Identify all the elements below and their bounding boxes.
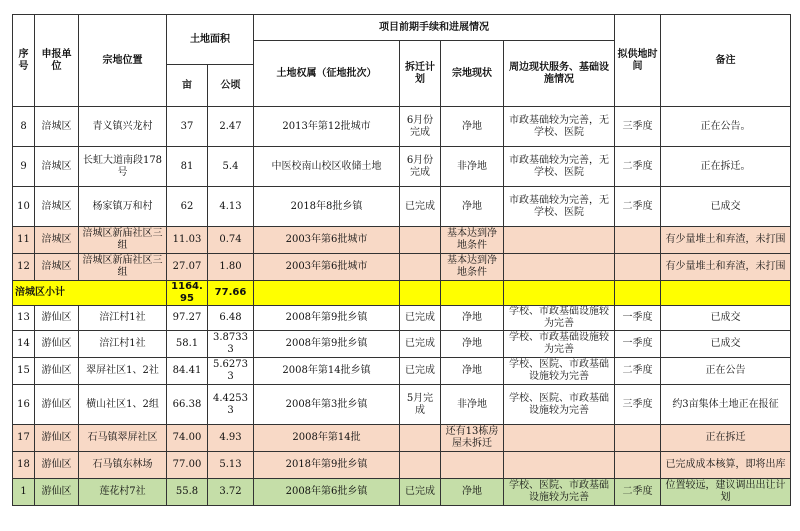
location-cell: 莲花村7社 [79, 479, 167, 506]
surrounding-cell: 学校、市政基础设施较为完善 [504, 331, 615, 358]
area-mu-cell: 81 [167, 147, 208, 187]
header-area: 土地面积 [167, 15, 254, 65]
district-cell: 游仙区 [35, 306, 79, 331]
district-cell: 游仙区 [35, 452, 79, 479]
remarks-cell: 正在公告。 [661, 107, 791, 147]
area-mu-cell: 27.07 [167, 254, 208, 281]
header-status: 宗地现状 [441, 41, 504, 107]
district-cell: 涪城区 [35, 107, 79, 147]
district-cell: 游仙区 [35, 385, 79, 425]
subtotal-row [13, 281, 791, 306]
area-mu-cell: 55.8 [167, 479, 208, 506]
area-mu-cell: 66.38 [167, 385, 208, 425]
area-ha-cell: 0.74 [208, 227, 254, 254]
empty-cell [504, 281, 615, 306]
supply-time-cell: 二季度 [615, 479, 661, 506]
ownership-cell: 2018年第9批乡镇 [254, 452, 400, 479]
table-row [13, 385, 791, 425]
seq-cell: 14 [13, 331, 35, 358]
header-demolition: 拆迁计划 [400, 41, 441, 107]
supply-time-cell: 三季度 [615, 385, 661, 425]
district-cell: 游仙区 [35, 425, 79, 452]
table-row [13, 306, 791, 331]
supply-time-cell [615, 425, 661, 452]
area-mu-cell: 77.00 [167, 452, 208, 479]
district-cell: 涪城区 [35, 254, 79, 281]
land-supply-table [12, 14, 791, 506]
status-cell: 净地 [441, 187, 504, 227]
remarks-cell: 已成交 [661, 331, 791, 358]
supply-time-cell: 二季度 [615, 147, 661, 187]
area-ha-cell: 6.48 [208, 306, 254, 331]
remarks-cell: 有少量堆土和弃渣，未打围 [661, 254, 791, 281]
seq-cell: 10 [13, 187, 35, 227]
table-body [13, 107, 791, 506]
district-cell: 游仙区 [35, 331, 79, 358]
table-row [13, 254, 791, 281]
header-area-ha: 公顷 [208, 65, 254, 107]
demolition-cell: 6月份完成 [400, 107, 441, 147]
surrounding-cell: 学校、市政基础设施较为完善 [504, 306, 615, 331]
area-ha-cell: 5.13 [208, 452, 254, 479]
location-cell: 涪江村1社 [79, 331, 167, 358]
demolition-cell: 5月完成 [400, 385, 441, 425]
ownership-cell: 2003年第6批城市 [254, 254, 400, 281]
seq-cell: 13 [13, 306, 35, 331]
surrounding-cell [504, 452, 615, 479]
table-row [13, 107, 791, 147]
header-seq: 序号 [13, 15, 35, 107]
area-mu-cell: 84.41 [167, 358, 208, 385]
ownership-cell: 2008年第14批 [254, 425, 400, 452]
area-ha-cell: 4.42533 [208, 385, 254, 425]
surrounding-cell: 学校、医院、市政基础设施较为完善 [504, 479, 615, 506]
remarks-cell: 已成交 [661, 306, 791, 331]
surrounding-cell: 市政基础较为完善，无学校、医院 [504, 107, 615, 147]
ownership-cell: 2018年8批乡镇 [254, 187, 400, 227]
area-mu-cell: 62 [167, 187, 208, 227]
area-mu-cell: 1164.95 [167, 281, 208, 306]
location-cell: 青义镇兴龙村 [79, 107, 167, 147]
demolition-cell [400, 254, 441, 281]
subtotal-label-cell: 涪城区小计 [13, 281, 167, 306]
location-cell: 涪城区新庙社区三组 [79, 254, 167, 281]
remarks-cell: 有少量堆土和弃渣，未打围 [661, 227, 791, 254]
ownership-cell: 2008年第14批乡镇 [254, 358, 400, 385]
empty-cell [615, 281, 661, 306]
location-cell: 涪城区新庙社区三组 [79, 227, 167, 254]
table-row [13, 425, 791, 452]
header-district: 申报单位 [35, 15, 79, 107]
table-row [13, 479, 791, 506]
surrounding-cell [504, 227, 615, 254]
area-mu-cell: 58.1 [167, 331, 208, 358]
surrounding-cell: 学校、医院、市政基础设施较为完善 [504, 385, 615, 425]
status-cell: 净地 [441, 306, 504, 331]
table-row [13, 227, 791, 254]
demolition-cell: 已完成 [400, 479, 441, 506]
table-row [13, 358, 791, 385]
remarks-cell: 正在公告 [661, 358, 791, 385]
seq-cell: 11 [13, 227, 35, 254]
area-ha-cell: 5.62733 [208, 358, 254, 385]
demolition-cell: 已完成 [400, 187, 441, 227]
header-location: 宗地位置 [79, 15, 167, 107]
seq-cell: 9 [13, 147, 35, 187]
district-cell: 游仙区 [35, 358, 79, 385]
supply-time-cell: 二季度 [615, 358, 661, 385]
status-cell: 净地 [441, 479, 504, 506]
surrounding-cell: 市政基础较为完善，无学校、医院 [504, 147, 615, 187]
surrounding-cell: 市政基础较为完善，无学校、医院 [504, 187, 615, 227]
ownership-cell: 2008年第3批乡镇 [254, 385, 400, 425]
location-cell: 长虹大道南段178号 [79, 147, 167, 187]
area-mu-cell: 11.03 [167, 227, 208, 254]
district-cell: 涪城区 [35, 227, 79, 254]
remarks-cell: 约3亩集体土地正在报征 [661, 385, 791, 425]
location-cell: 石马镇翠屏社区 [79, 425, 167, 452]
status-cell: 还有13栋房屋未拆迁 [441, 425, 504, 452]
demolition-cell [400, 227, 441, 254]
status-cell: 净地 [441, 107, 504, 147]
table-row [13, 331, 791, 358]
area-ha-cell: 5.4 [208, 147, 254, 187]
seq-cell: 12 [13, 254, 35, 281]
table-row [13, 147, 791, 187]
area-ha-cell: 2.47 [208, 107, 254, 147]
header-supply-time: 拟供地时间 [615, 15, 661, 107]
supply-time-cell: 二季度 [615, 187, 661, 227]
area-mu-cell: 74.00 [167, 425, 208, 452]
header-progress: 项目前期手续和进展情况 [254, 15, 615, 41]
surrounding-cell [504, 254, 615, 281]
seq-cell: 15 [13, 358, 35, 385]
district-cell: 涪城区 [35, 147, 79, 187]
demolition-cell: 已完成 [400, 358, 441, 385]
area-ha-cell: 1.80 [208, 254, 254, 281]
supply-time-cell: 三季度 [615, 107, 661, 147]
table-row [13, 187, 791, 227]
ownership-cell: 2013年第12批城市 [254, 107, 400, 147]
ownership-cell: 2003年第6批城市 [254, 227, 400, 254]
status-cell: 非净地 [441, 147, 504, 187]
status-cell: 基本达到净地条件 [441, 227, 504, 254]
district-cell: 涪城区 [35, 187, 79, 227]
seq-cell: 17 [13, 425, 35, 452]
header-ownership: 土地权属（征地批次） [254, 41, 400, 107]
area-ha-cell: 3.72 [208, 479, 254, 506]
area-mu-cell: 97.27 [167, 306, 208, 331]
header-remarks: 备注 [661, 15, 791, 107]
ownership-cell: 2008年第9批乡镇 [254, 306, 400, 331]
district-cell: 游仙区 [35, 479, 79, 506]
supply-time-cell [615, 254, 661, 281]
supply-time-cell: 一季度 [615, 306, 661, 331]
header-surrounding: 周边现状服务、基础设施情况 [504, 41, 615, 107]
table-row [13, 452, 791, 479]
remarks-cell: 已完成成本核算，即将出库 [661, 452, 791, 479]
remarks-cell: 正在拆迁。 [661, 147, 791, 187]
demolition-cell: 6月份完成 [400, 147, 441, 187]
remarks-cell: 已成交 [661, 187, 791, 227]
supply-time-cell [615, 227, 661, 254]
surrounding-cell [504, 425, 615, 452]
header-area-mu: 亩 [167, 65, 208, 107]
area-ha-cell: 4.93 [208, 425, 254, 452]
empty-cell [661, 281, 791, 306]
demolition-cell [400, 452, 441, 479]
demolition-cell [400, 425, 441, 452]
ownership-cell: 2008年第6批乡镇 [254, 479, 400, 506]
seq-cell: 16 [13, 385, 35, 425]
area-ha-cell: 77.66 [208, 281, 254, 306]
supply-time-cell: 一季度 [615, 331, 661, 358]
seq-cell: 1 [13, 479, 35, 506]
ownership-cell: 中医校南山校区收储土地 [254, 147, 400, 187]
remarks-cell: 位置较远，建议调出出让计划 [661, 479, 791, 506]
location-cell: 涪江村1社 [79, 306, 167, 331]
status-cell: 基本达到净地条件 [441, 254, 504, 281]
supply-time-cell [615, 452, 661, 479]
seq-cell: 18 [13, 452, 35, 479]
location-cell: 石马镇东林场 [79, 452, 167, 479]
seq-cell: 8 [13, 107, 35, 147]
status-cell: 净地 [441, 358, 504, 385]
surrounding-cell: 学校、医院、市政基础设施较为完善 [504, 358, 615, 385]
demolition-cell: 已完成 [400, 331, 441, 358]
status-cell: 净地 [441, 331, 504, 358]
demolition-cell: 已完成 [400, 306, 441, 331]
area-ha-cell: 4.13 [208, 187, 254, 227]
empty-cell [254, 281, 400, 306]
location-cell: 横山社区1、2组 [79, 385, 167, 425]
ownership-cell: 2008年第9批乡镇 [254, 331, 400, 358]
area-mu-cell: 37 [167, 107, 208, 147]
location-cell: 翠屏社区1、2社 [79, 358, 167, 385]
area-ha-cell: 3.87333 [208, 331, 254, 358]
status-cell: 非净地 [441, 385, 504, 425]
location-cell: 杨家镇万和村 [79, 187, 167, 227]
empty-cell [400, 281, 441, 306]
status-cell [441, 452, 504, 479]
table-header [13, 15, 791, 107]
empty-cell [441, 281, 504, 306]
remarks-cell: 正在拆迁 [661, 425, 791, 452]
